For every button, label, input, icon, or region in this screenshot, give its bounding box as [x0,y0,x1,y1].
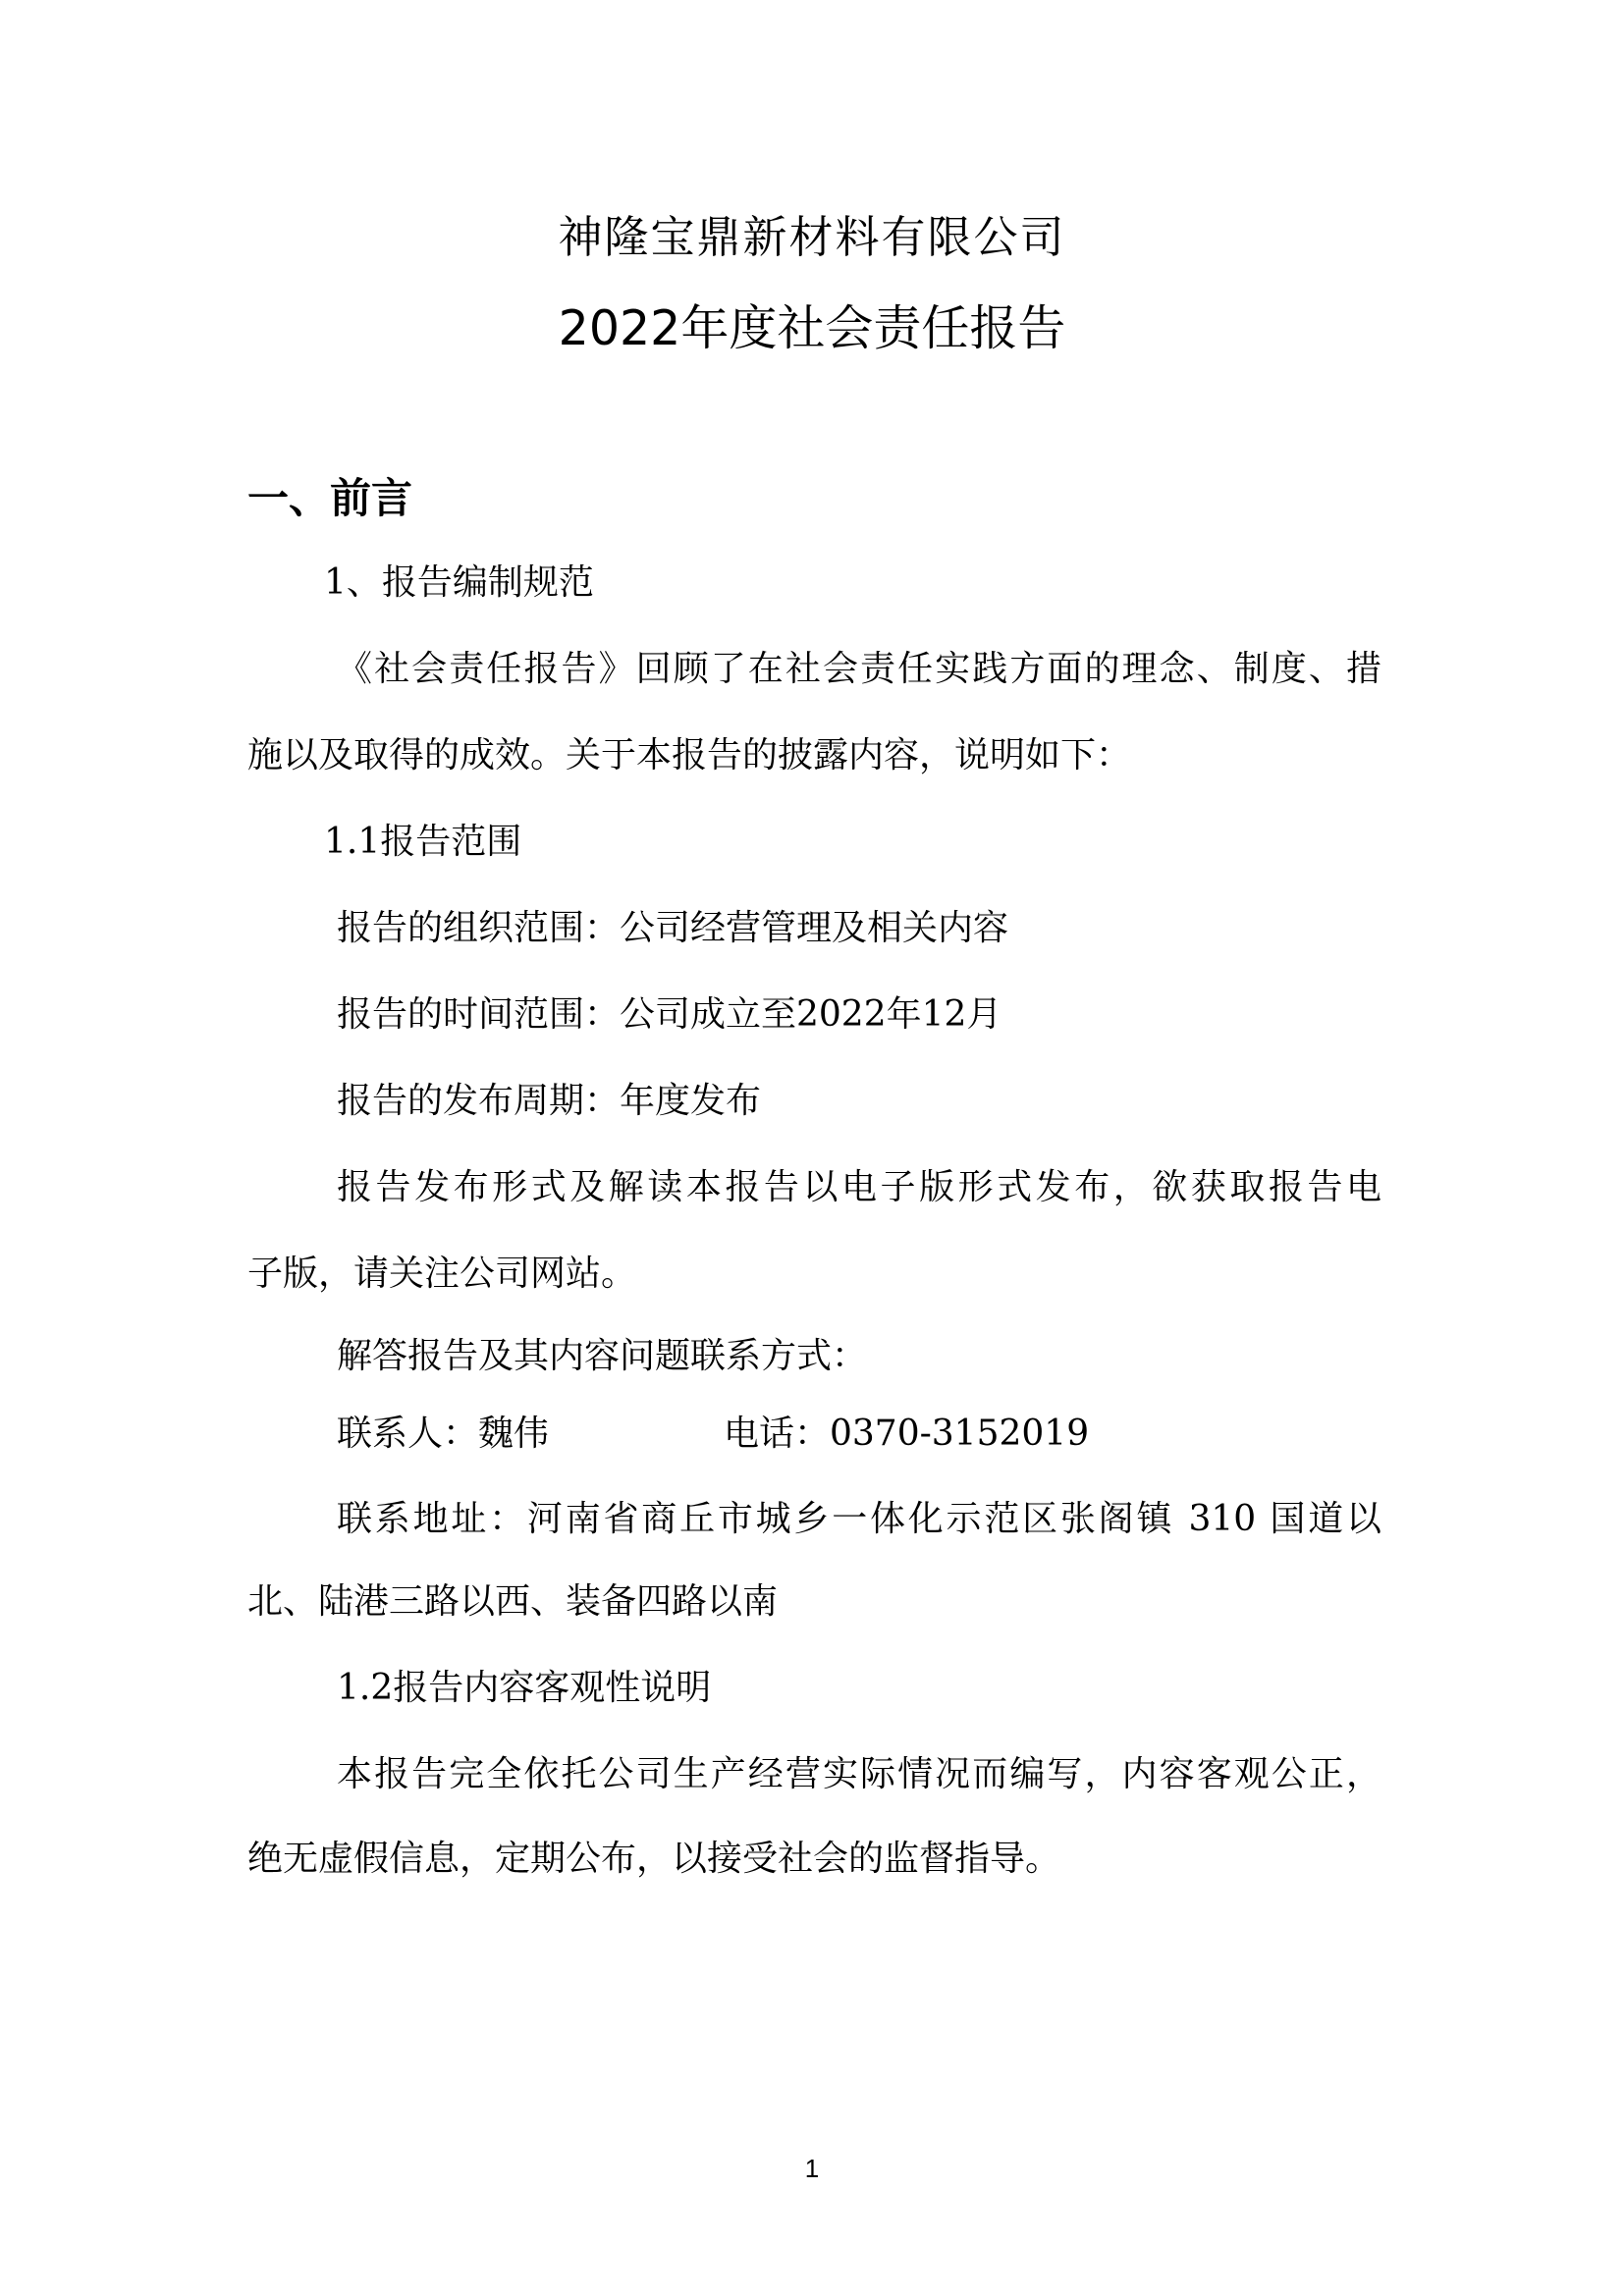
address-line-2: 北、陆港三路以西、装备四路以南 [247,1581,779,1622]
intro-paragraph-line-2: 施以及取得的成效。关于本报告的披露内容，说明如下： [247,735,1132,775]
format-paragraph-line-2: 子版，请关注公司网站。 [247,1254,637,1294]
section-heading-preface: 一、前言 [247,474,413,522]
address-line-1: 联系地址：河南省商丘市城乡一体化示范区张阁镇 310 国道以 [337,1499,1381,1539]
contact-intro-text: 解答报告及其内容问题联系方式： [337,1336,868,1376]
contact-phone: 电话：0370-3152019 [724,1414,1090,1454]
contact-row [337,1407,1417,1462]
objectivity-paragraph-line-2: 绝无虚假信息，定期公布，以接受社会的监督指导。 [247,1839,1061,1879]
page-number: 1 [804,2154,820,2183]
subsection-title-compilation-standard: 1、报告编制规范 [324,562,594,603]
format-paragraph-line-1: 报告发布形式及解读本报告以电子版形式发布，欲获取报告电 [337,1167,1381,1207]
org-scope-text: 报告的组织范围：公司经营管理及相关内容 [337,908,1009,948]
objectivity-paragraph-line-1: 本报告完全依托公司生产经营实际情况而编写，内容客观公正， [337,1754,1381,1794]
intro-paragraph-line-1: 《社会责任报告》回顾了在社会责任实践方面的理念、制度、措 [337,649,1381,689]
report-title: 2022年度社会责任报告 [558,300,1066,356]
company-title: 神隆宝鼎新材料有限公司 [558,211,1066,263]
subsection-title-report-scope: 1.1报告范围 [324,822,522,862]
subsection-title-objectivity: 1.2报告内容客观性说明 [337,1668,712,1708]
contact-person: 联系人：魏伟 [337,1414,550,1454]
publish-cycle-text: 报告的发布周期：年度发布 [337,1081,762,1121]
time-scope-text: 报告的时间范围：公司成立至2022年12月 [337,994,1002,1035]
